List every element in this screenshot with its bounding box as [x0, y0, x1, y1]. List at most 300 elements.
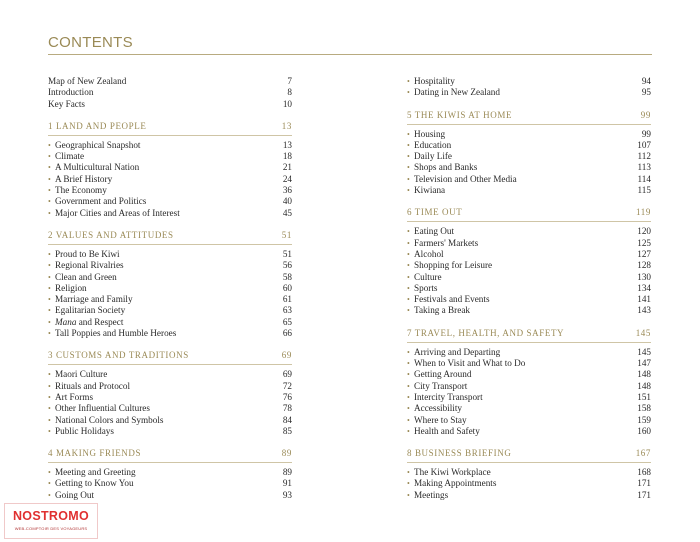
toc-page-number: 171 — [637, 478, 651, 489]
toc-entry-label: Making Appointments — [414, 478, 497, 489]
toc-entry-label-wrap — [48, 99, 85, 110]
toc-entry-label-wrap — [407, 467, 491, 478]
toc-entry[interactable] — [48, 140, 292, 151]
bullet-icon: • — [48, 370, 51, 380]
toc-entry[interactable] — [48, 272, 292, 283]
toc-entry-label: Festivals and Events — [414, 294, 490, 305]
toc-entry-label-wrap — [48, 478, 134, 489]
bullet-icon: • — [407, 88, 410, 98]
toc-page-number: 45 — [282, 207, 292, 218]
toc-page-number: 151 — [637, 391, 651, 402]
toc-entry-label: Housing — [414, 128, 446, 139]
toc-entry-label: Sports — [414, 282, 438, 293]
toc-page-number: 56 — [282, 260, 292, 271]
toc-entry-label: A Brief History — [55, 173, 113, 184]
toc-entry[interactable] — [48, 415, 292, 426]
toc-entry-label: Other Influential Cultures — [55, 403, 150, 414]
bullet-icon: • — [48, 392, 51, 402]
toc-entry-label-wrap — [48, 151, 84, 162]
toc-entry-label: Shopping for Leisure — [414, 260, 493, 271]
bullet-icon: • — [407, 359, 410, 369]
section-heading[interactable] — [407, 448, 651, 463]
toc-entry[interactable] — [407, 392, 651, 403]
toc-entry-label: Alcohol — [414, 248, 444, 259]
toc-entry-label: Geographical Snapshot — [55, 139, 141, 150]
bullet-icon: • — [48, 329, 51, 339]
bullet-icon: • — [48, 186, 51, 196]
toc-entry[interactable] — [407, 226, 651, 237]
bullet-icon: • — [407, 272, 410, 282]
toc-section — [48, 121, 292, 219]
section-page-number: 89 — [281, 448, 292, 459]
toc-entry[interactable] — [48, 260, 292, 271]
toc-page-number: 13 — [282, 139, 292, 150]
bullet-icon: • — [48, 468, 51, 478]
toc-entry-label-wrap — [48, 208, 180, 219]
toc-entry-label: Proud to Be Kiwi — [55, 248, 120, 259]
toc-entry-label-wrap — [48, 249, 120, 260]
section-heading[interactable] — [48, 121, 292, 136]
section-title: 2 VALUES AND ATTITUDES — [48, 229, 174, 240]
bullet-icon: • — [407, 392, 410, 402]
bullet-icon: • — [48, 415, 51, 425]
bullet-icon: • — [407, 174, 410, 184]
toc-page-number: 120 — [637, 226, 651, 237]
toc-entry-label: Kiwiana — [414, 185, 446, 196]
toc-entry-label: Getting to Know You — [55, 478, 134, 489]
toc-entry[interactable] — [48, 369, 292, 380]
section-page-number: 69 — [281, 350, 292, 361]
toc-entry-label-wrap — [407, 174, 517, 185]
toc-right-column — [407, 76, 651, 501]
toc-entry-label-wrap — [48, 369, 107, 380]
toc-entry-label: Major Cities and Areas of Interest — [55, 207, 180, 218]
toc-entry[interactable] — [48, 151, 292, 162]
toc-entry-label-wrap — [407, 381, 467, 392]
section-page-number: 145 — [635, 327, 651, 338]
toc-entry-label-wrap — [48, 403, 150, 414]
toc-section — [407, 448, 651, 501]
section-heading[interactable] — [407, 110, 651, 125]
toc-entry[interactable] — [48, 403, 292, 414]
toc-entry[interactable] — [407, 305, 651, 316]
toc-page-number: 141 — [637, 294, 651, 305]
toc-entry[interactable] — [407, 140, 651, 151]
toc-entry[interactable] — [407, 467, 651, 478]
toc-page-number: 148 — [637, 380, 651, 391]
toc-page-number: 8 — [287, 87, 292, 98]
logo-tagline: WEB-COMPTOIR DES VOYAGEURS — [14, 526, 88, 531]
toc-page-number: 127 — [637, 248, 651, 259]
toc-entry-label-wrap — [48, 294, 133, 305]
section-title: 8 BUSINESS BRIEFING — [407, 448, 512, 459]
bullet-icon: • — [407, 490, 410, 500]
toc-entry[interactable] — [48, 490, 292, 501]
section-title: 1 LAND AND PEOPLE — [48, 120, 147, 131]
toc-entry-label-wrap — [48, 196, 146, 207]
toc-page-number: 58 — [282, 271, 292, 282]
toc-page-number: 91 — [282, 478, 292, 489]
bullet-icon: • — [48, 174, 51, 184]
toc-page-number: 147 — [637, 358, 651, 369]
toc-entry-label-wrap — [407, 478, 496, 489]
toc-entry[interactable] — [48, 381, 292, 392]
toc-entry-label: Rituals and Protocol — [55, 380, 131, 391]
bullet-icon: • — [407, 227, 410, 237]
toc-entry-label-wrap — [48, 76, 126, 87]
toc-entry[interactable] — [407, 283, 651, 294]
toc-entry-label-wrap — [48, 272, 117, 283]
toc-page-number: 95 — [641, 87, 651, 98]
toc-entry[interactable] — [407, 162, 651, 173]
toc-page-number: 89 — [282, 467, 292, 478]
toc-entry-label: Map of New Zealand — [48, 76, 127, 86]
toc-page-number: 134 — [637, 282, 651, 293]
toc-entry-label: Shops and Banks — [414, 162, 478, 173]
toc-entry-label-wrap — [48, 140, 140, 151]
toc-entry-label: Introduction — [48, 87, 94, 98]
toc-page-number: 63 — [282, 305, 292, 316]
toc-entry-label: Going Out — [55, 489, 95, 500]
toc-entry-label-wrap — [48, 392, 93, 403]
bullet-icon: • — [407, 129, 410, 139]
toc-entry-label: Religion — [55, 282, 87, 293]
toc-section — [48, 350, 292, 437]
toc-entry-label: Where to Stay — [414, 414, 467, 425]
toc-page-number: 93 — [282, 489, 292, 500]
toc-entry-label: Health and Safety — [414, 425, 480, 436]
bullet-icon: • — [48, 163, 51, 173]
toc-entry[interactable] — [407, 369, 651, 380]
bullet-icon: • — [48, 208, 51, 218]
toc-entry[interactable] — [407, 490, 651, 501]
toc-page-number: 171 — [637, 489, 651, 500]
bullet-icon: • — [407, 415, 410, 425]
toc-page-number: 113 — [637, 162, 651, 173]
bullet-icon: • — [407, 306, 410, 316]
bullet-icon: • — [48, 295, 51, 305]
toc-entry[interactable] — [48, 467, 292, 478]
toc-entry-label: Regional Rivalries — [55, 260, 124, 271]
toc-entry[interactable] — [48, 328, 292, 339]
toc-entry-label-wrap — [407, 426, 480, 437]
bullet-icon: • — [407, 347, 410, 357]
toc-entry-label-wrap — [407, 238, 478, 249]
toc-section — [407, 207, 651, 316]
toc-entry-label: Government and Politics — [55, 196, 147, 207]
toc-entry[interactable] — [407, 381, 651, 392]
toc-entry-label-wrap — [407, 226, 454, 237]
toc-entry[interactable] — [407, 87, 651, 98]
toc-entry-label-wrap — [407, 294, 490, 305]
toc-entry-label: Maori Culture — [55, 369, 108, 380]
toc-page-number: 69 — [282, 369, 292, 380]
toc-entry-label-wrap — [48, 87, 93, 98]
toc-section — [407, 110, 651, 197]
section-page-number: 99 — [640, 109, 651, 120]
bullet-icon: • — [48, 306, 51, 316]
section-heading[interactable] — [407, 207, 651, 222]
toc-section — [48, 230, 292, 339]
toc-entry-label: Farmers' Markets — [414, 237, 479, 248]
toc-entry-label: Key Facts — [48, 98, 85, 109]
bullet-icon: • — [48, 426, 51, 436]
toc-entry-label: Dating in New Zealand — [414, 87, 500, 98]
toc-entry[interactable] — [48, 208, 292, 219]
bullet-icon: • — [48, 490, 51, 500]
section-heading[interactable] — [407, 328, 651, 343]
toc-page-number: 112 — [637, 151, 651, 162]
toc-section — [48, 448, 292, 501]
toc-entry[interactable] — [407, 415, 651, 426]
toc-page-number: 160 — [637, 425, 651, 436]
toc-entry-label-wrap — [407, 151, 452, 162]
toc-entry[interactable] — [48, 305, 292, 316]
toc-page-number: 114 — [637, 173, 651, 184]
toc-page-number: 65 — [282, 316, 292, 327]
bullet-icon: • — [407, 295, 410, 305]
toc-page-number: 107 — [637, 139, 651, 150]
toc-page-number: 66 — [282, 328, 292, 339]
toc-entry-label-wrap — [407, 358, 525, 369]
section-title: 4 MAKING FRIENDS — [48, 448, 142, 459]
toc-page-number: 84 — [282, 414, 292, 425]
toc-front-matter-entry[interactable] — [48, 76, 292, 87]
toc-entry[interactable] — [48, 174, 292, 185]
toc-entry-label-wrap — [407, 260, 492, 271]
section-page-number: 119 — [636, 207, 651, 218]
bullet-icon: • — [48, 152, 51, 162]
toc-entry-label: Education — [414, 139, 452, 150]
toc-page-number: 72 — [282, 380, 292, 391]
toc-entry-label-wrap — [48, 328, 176, 339]
bullet-icon: • — [407, 370, 410, 380]
toc-entry-label: Meetings — [414, 489, 449, 500]
toc-page-number: 85 — [282, 425, 292, 436]
toc-front-matter-entry[interactable] — [48, 99, 292, 110]
toc-entry-label: When to Visit and What to Do — [414, 358, 526, 369]
toc-entry[interactable] — [407, 272, 651, 283]
toc-entry-label-wrap — [407, 87, 500, 98]
toc-page-number: 99 — [641, 128, 651, 139]
toc-page-number: 40 — [282, 196, 292, 207]
toc-entry[interactable] — [407, 294, 651, 305]
bullet-icon: • — [48, 479, 51, 489]
toc-page-number: 60 — [282, 282, 292, 293]
section-title: 5 THE KIWIS AT HOME — [407, 109, 513, 120]
toc-entry[interactable] — [407, 347, 651, 358]
toc-entry-label-wrap — [407, 305, 470, 316]
page-title: CONTENTS — [48, 34, 133, 51]
bullet-icon: • — [407, 426, 410, 436]
toc-entry[interactable] — [48, 162, 292, 173]
toc-entry[interactable] — [407, 129, 651, 140]
bullet-icon: • — [407, 381, 410, 391]
toc-entry-label: National Colors and Symbols — [55, 414, 164, 425]
section-heading[interactable] — [48, 230, 292, 245]
bullet-icon: • — [407, 238, 410, 248]
toc-entry-label-rest: and Respect — [76, 316, 124, 327]
toc-entry-label-wrap — [407, 283, 438, 294]
toc-entry[interactable] — [48, 426, 292, 437]
toc-entry-label-wrap — [407, 129, 445, 140]
toc-entry-label-wrap — [407, 347, 500, 358]
toc-entry-label: Television and Other Media — [414, 173, 517, 184]
toc-entry-label-wrap — [48, 415, 163, 426]
section-title: 6 TIME OUT — [407, 207, 463, 218]
toc-entry-label-wrap — [48, 283, 87, 294]
toc-entry-label: Arriving and Departing — [414, 346, 501, 357]
toc-entry-label: Intercity Transport — [414, 391, 483, 402]
toc-entry-label-wrap — [48, 467, 136, 478]
toc-entry-label: Art Forms — [55, 391, 94, 402]
toc-page-number: 24 — [282, 173, 292, 184]
toc-entry-label-wrap — [48, 490, 94, 501]
bullet-icon: • — [407, 249, 410, 259]
toc-page-number: 18 — [282, 151, 292, 162]
toc-entry-label-wrap — [48, 305, 125, 316]
toc-page-number: 76 — [282, 391, 292, 402]
section-title: 3 CUSTOMS AND TRADITIONS — [48, 350, 189, 361]
section-page-number: 13 — [281, 120, 292, 131]
toc-entry-label-wrap — [407, 185, 445, 196]
section-title: 7 TRAVEL, HEALTH, AND SAFETY — [407, 327, 565, 338]
title-divider — [48, 54, 652, 55]
bullet-icon: • — [407, 186, 410, 196]
toc-entry-label-wrap — [48, 260, 124, 271]
toc-entry-label-wrap — [407, 369, 471, 380]
toc-entry-label: Egalitarian Society — [55, 305, 126, 316]
toc-page-number: 145 — [637, 346, 651, 357]
toc-entry-label: Accessibility — [414, 403, 462, 414]
toc-page-number: 125 — [637, 237, 651, 248]
toc-entry-label: The Economy — [55, 185, 107, 196]
toc-entry-label: Eating Out — [414, 226, 455, 237]
toc-entry-label: Taking a Break — [414, 305, 470, 316]
toc-entry[interactable] — [407, 260, 651, 271]
toc-entry-label-wrap — [48, 185, 107, 196]
bullet-icon: • — [407, 77, 410, 86]
bullet-icon: • — [407, 479, 410, 489]
section-heading[interactable] — [48, 350, 292, 365]
toc-page-number: 128 — [637, 260, 651, 271]
toc-entry-label: Daily Life — [414, 151, 453, 162]
toc-left-column — [48, 76, 292, 501]
toc-page-number: 158 — [637, 403, 651, 414]
toc-front-matter-entry[interactable] — [48, 87, 292, 98]
toc-entry-label: Marriage and Family — [55, 294, 133, 305]
toc-section — [407, 328, 651, 437]
toc-entry[interactable] — [407, 174, 651, 185]
toc-entry-label: Public Holidays — [55, 425, 114, 436]
toc-entry-label: City Transport — [414, 380, 468, 391]
toc-page-number: 148 — [637, 369, 651, 380]
toc-page-number: 61 — [282, 294, 292, 305]
bullet-icon: • — [407, 404, 410, 414]
bullet-icon: • — [48, 404, 51, 414]
bullet-icon: • — [407, 163, 410, 173]
toc-entry[interactable] — [407, 76, 651, 87]
logo-wordmark: NOSTROMO — [12, 509, 89, 523]
toc-entry[interactable] — [48, 478, 292, 489]
bullet-icon: • — [407, 152, 410, 162]
toc-entry[interactable] — [407, 478, 651, 489]
toc-entry-label-wrap — [407, 249, 444, 260]
toc-entry-label-wrap — [407, 415, 467, 426]
toc-entry[interactable] — [407, 151, 651, 162]
toc-entry-label-wrap — [407, 392, 483, 403]
toc-entry-label: Climate — [55, 151, 85, 162]
bullet-icon: • — [48, 140, 51, 150]
toc-entry-label-wrap — [48, 381, 130, 392]
section-heading[interactable] — [48, 448, 292, 463]
toc-entry-label: Getting Around — [414, 369, 472, 380]
toc-entry-label-wrap — [48, 174, 112, 185]
toc-entry[interactable] — [48, 185, 292, 196]
toc-page-number: 115 — [637, 185, 651, 196]
toc-entry[interactable] — [48, 196, 292, 207]
toc-entry-label-wrap — [407, 490, 448, 501]
section-page-number: 167 — [635, 448, 651, 459]
toc-entry[interactable] — [407, 249, 651, 260]
bullet-icon: • — [407, 261, 410, 271]
bullet-icon: • — [48, 249, 51, 259]
toc-entry[interactable] — [407, 358, 651, 369]
toc-entry-label: Culture — [414, 271, 442, 282]
section-page-number: 51 — [281, 229, 292, 240]
toc-entry-label: The Kiwi Workplace — [414, 467, 491, 478]
toc-entry[interactable] — [48, 294, 292, 305]
toc-entry[interactable] — [407, 238, 651, 249]
toc-entry-label-wrap — [48, 317, 123, 328]
bullet-icon: • — [407, 140, 410, 150]
toc-entry[interactable] — [48, 317, 292, 328]
bullet-icon: • — [48, 283, 51, 293]
toc-entry-label-wrap — [48, 162, 139, 173]
toc-entry[interactable] — [48, 283, 292, 294]
toc-entry-label-wrap — [48, 426, 114, 437]
toc-entry-label-wrap — [407, 272, 442, 283]
toc-entry[interactable] — [48, 392, 292, 403]
toc-entry[interactable] — [407, 185, 651, 196]
toc-page-number: 78 — [282, 403, 292, 414]
toc-entry-label: Meeting and Greeting — [55, 467, 136, 478]
toc-page-number: 7 — [287, 76, 292, 86]
toc-entry[interactable] — [48, 249, 292, 260]
bullet-icon: • — [48, 197, 51, 207]
toc-entry[interactable] — [407, 403, 651, 414]
toc-entry-label: Hospitality — [414, 76, 455, 86]
bullet-icon: • — [48, 381, 51, 391]
toc-page-number: 159 — [637, 414, 651, 425]
toc-page-number: 143 — [637, 305, 651, 316]
toc-entry[interactable] — [407, 426, 651, 437]
toc-entry-label-wrap — [407, 76, 455, 87]
toc-entry-label: Tall Poppies and Humble Heroes — [55, 328, 177, 339]
toc-page-number: 94 — [641, 76, 651, 86]
toc-entry-label-italic: Mana — [55, 316, 77, 327]
bullet-icon: • — [407, 283, 410, 293]
toc-page-number: 130 — [637, 271, 651, 282]
toc-entry-label-wrap — [407, 140, 451, 151]
bullet-icon: • — [48, 261, 51, 271]
toc-page-number: 10 — [282, 98, 292, 109]
bullet-icon: • — [48, 272, 51, 282]
toc-entry-label: A Multicultural Nation — [55, 162, 140, 173]
toc-page-number: 21 — [282, 162, 292, 173]
toc-page-number: 36 — [282, 185, 292, 196]
toc-entry-label — [55, 317, 123, 328]
